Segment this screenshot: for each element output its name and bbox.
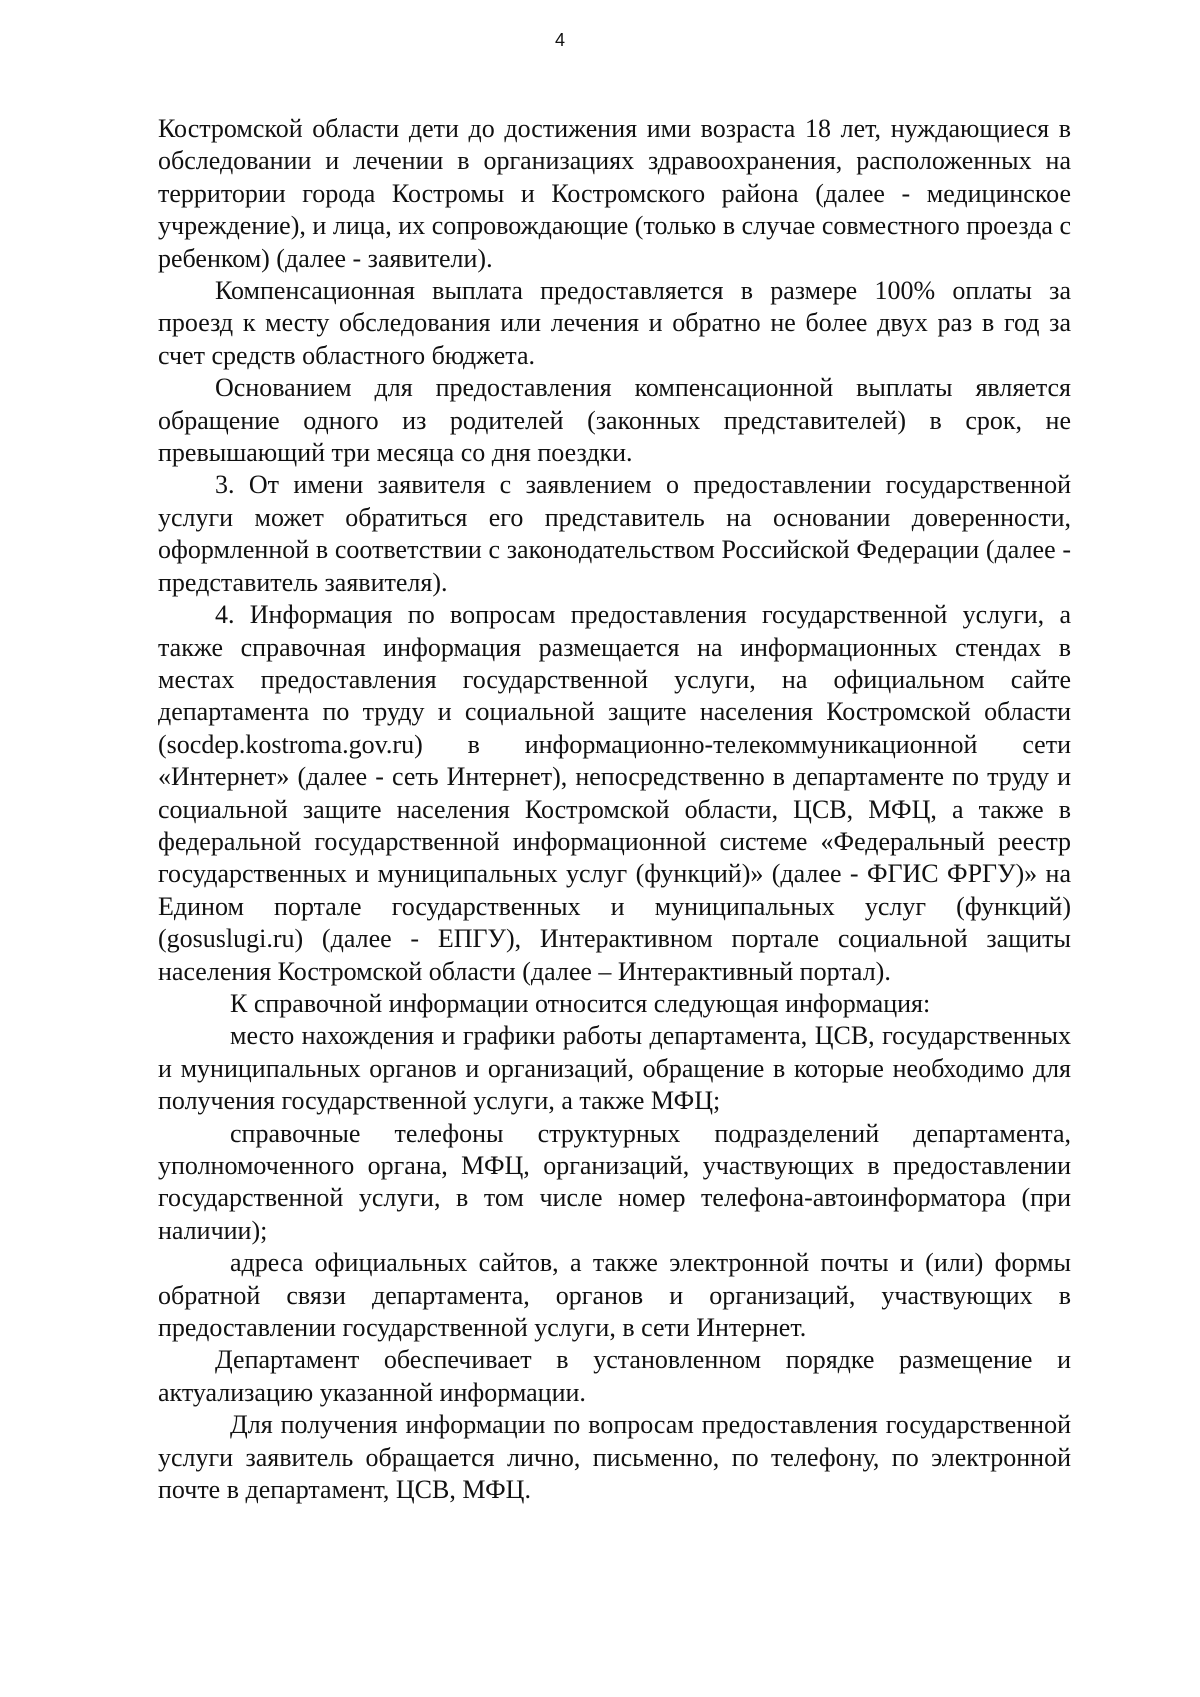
paragraph-grounds: Основанием для предоставления компенсационной выплаты является обращение одного из родителей (законных представителей) в срок, не превышающий три месяца со дня поездки. <box>158 373 1071 468</box>
paragraph-3-representative: 3. От имени заявителя с заявлением о предоставлении государственной услуги может обратиться его представитель на основании доверенности, оформленной в соответствии с законодательством Российской Федерации (далее - представитель заявителя). <box>158 470 1071 597</box>
paragraph-location-schedule: место нахождения и графики работы департамента, ЦСВ, государственных и муниципальных органов и организаций, обращение в которые необходимо для получения государственной услуги, а также МФЦ; <box>158 1021 1071 1116</box>
paragraph-how-to-get-info: Для получения информации по вопросам предоставления государственной услуги заявитель обращается лично, письменно, по телефону, по электронной почте в департамент, ЦСВ, МФЦ. <box>158 1410 1071 1505</box>
paragraph-4-information: 4. Информация по вопросам предоставления государственной услуги, а также справочная информация размещается на информационных стендах в местах предоставления государственной услуги, на официальном сайте департамента по труду и социальной защите населения Костромской области (socdep.kostroma.gov.ru) в информационно-телекоммуникационной сети «Интернет» (далее - сеть Интернет), непосредственно в департаменте по труду и социальной защите населения Костромской области, ЦСВ, МФЦ, а также в федеральной государственной информационной системе «Федеральный реестр государственных и муниципальных услуг (функций)» (далее - ФГИС ФРГУ)» на Едином портале государственных и муниципальных услуг (функций) (gosuslugi.ru) (далее - ЕПГУ), Интерактивном портале социальной защиты населения Костромской области (далее – Интерактивный портал). <box>158 600 1071 986</box>
document-body <box>158 113 1071 1506</box>
paragraph-phones: справочные телефоны структурных подразделений департамента, уполномоченного органа, МФЦ, организаций, участвующих в предоставлении государственной услуги, в том числе номер телефона-автоинформатора (при наличии); <box>158 1118 1071 1245</box>
paragraph-compensation-amount: Компенсационная выплата предоставляется в размере 100% оплаты за проезд к месту обследования или лечения и обратно не более двух раз в год за счет средств областного бюджета. <box>158 276 1071 370</box>
paragraph-reference-info-intro: К справочной информации относится следующая информация: <box>230 988 931 1018</box>
paragraph-applicants: Костромской области дети до достижения ими возраста 18 лет, нуждающиеся в обследовании и лечении в организациях здравоохранения, расположенных на территории города Костромы и Костромского района (далее - медицинское учреждение), и лица, их сопровождающие (только в случае совместного проезда с ребенком) (далее - заявители). <box>158 114 1071 273</box>
paragraph-websites: адреса официальных сайтов, а также электронной почты и (или) формы обратной связи департамента, органов и организаций, участвующих в предоставлении государственной услуги, в сети Интернет. <box>158 1248 1071 1343</box>
page-number: 4 <box>554 30 565 50</box>
paragraph-department-duty: Департамент обеспечивает в установленном порядке размещение и актуализацию указанной информации. <box>158 1345 1071 1407</box>
